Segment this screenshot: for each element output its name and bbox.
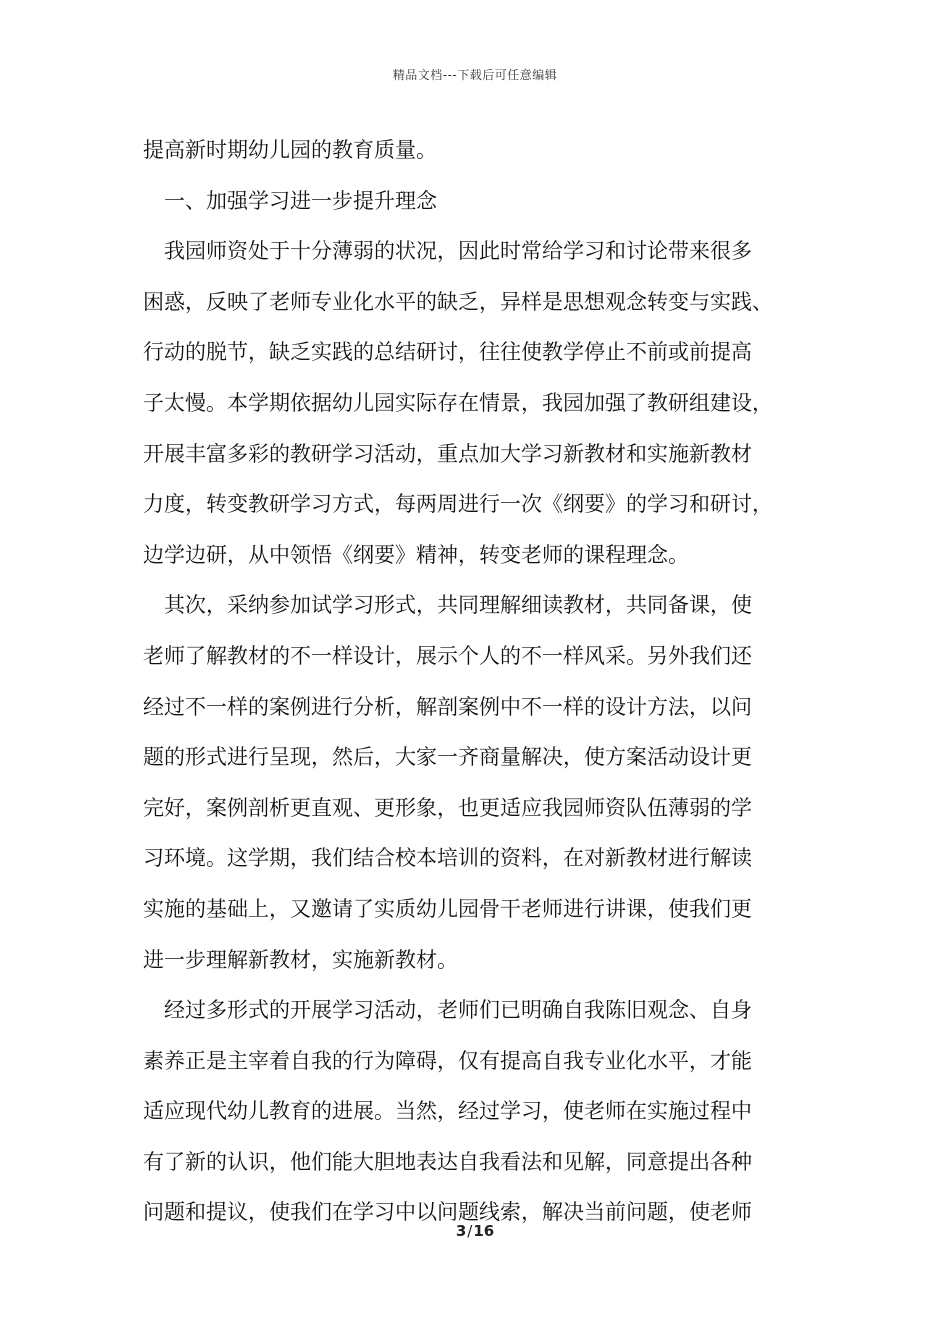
text-line: 老师了解教材的不一样设计，展示个人的不一样风采。另外我们还 bbox=[143, 643, 752, 668]
text-line: 实施的基础上，又邀请了实质幼儿园骨干老师进行讲课，使我们更 bbox=[143, 896, 752, 921]
document-body bbox=[143, 125, 813, 1238]
text-line: 素养正是主宰着自我的行为障碍，仅有提高自我专业化水平，才能 bbox=[143, 1048, 752, 1073]
total-pages: 16 bbox=[473, 1222, 495, 1240]
text-line: 适应现代幼儿教育的进展。当然，经过学习，使老师在实施过程中 bbox=[143, 1099, 752, 1124]
text-line: 有了新的认识，他们能大胆地表达自我看法和见解，同意提出各种 bbox=[143, 1149, 752, 1174]
page-header bbox=[0, 66, 950, 83]
text-line: 提高新时期幼儿园的教育质量。 bbox=[143, 138, 437, 162]
text-line: 题的形式进行呈现，然后，大家一齐商量解决，使方案活动设计更 bbox=[143, 745, 752, 770]
text-line: 经过多形式的开展学习活动，老师们已明确自我陈旧观念、自身 bbox=[143, 998, 752, 1023]
section-heading: 一、加强学习进一步提升理念 bbox=[143, 188, 437, 213]
text-line: 子太慢。本学期依据幼儿园实际存在情景，我园加强了教研组建设， bbox=[143, 390, 773, 415]
text-line: 经过不一样的案例进行分析，解剖案例中不一样的设计方法，以问 bbox=[143, 694, 752, 719]
text-line: 力度，转变教研学习方式，每两周进行一次《纲要》的学习和研讨， bbox=[143, 492, 773, 517]
text-line: 困惑，反映了老师专业化水平的缺乏，异样是思想观念转变与实践、 bbox=[143, 289, 773, 314]
current-page: 3 bbox=[455, 1222, 467, 1240]
text-line: 我园师资处于十分薄弱的状况，因此时常给学习和讨论带来很多 bbox=[143, 239, 752, 264]
text-line: 开展丰富多彩的教研学习活动，重点加大学习新教材和实施新教材 bbox=[143, 441, 752, 466]
page-number bbox=[0, 1222, 950, 1240]
text-line: 进一步理解新教材，实施新教材。 bbox=[143, 947, 458, 972]
text-line: 其次，采纳参加试学习形式，共同理解细读教材，共同备课，使 bbox=[143, 593, 752, 618]
text-line: 完好，案例剖析更直观、更形象，也更适应我园师资队伍薄弱的学 bbox=[143, 795, 752, 820]
page-separator: / bbox=[467, 1222, 473, 1240]
text-line: 边学边研，从中领悟《纲要》精神，转变老师的课程理念。 bbox=[143, 542, 689, 567]
text-line: 行动的脱节，缺乏实践的总结研讨，往往使教学停止不前或前提高 bbox=[143, 340, 752, 365]
header-text: 精品文档---下载后可任意编辑 bbox=[392, 68, 558, 82]
text-line: 习环境。这学期，我们结合校本培训的资料，在对新教材进行解读 bbox=[143, 846, 752, 871]
text-line: 问题和提议，使我们在学习中以问题线索，解决当前问题，使老师 bbox=[143, 1200, 752, 1225]
